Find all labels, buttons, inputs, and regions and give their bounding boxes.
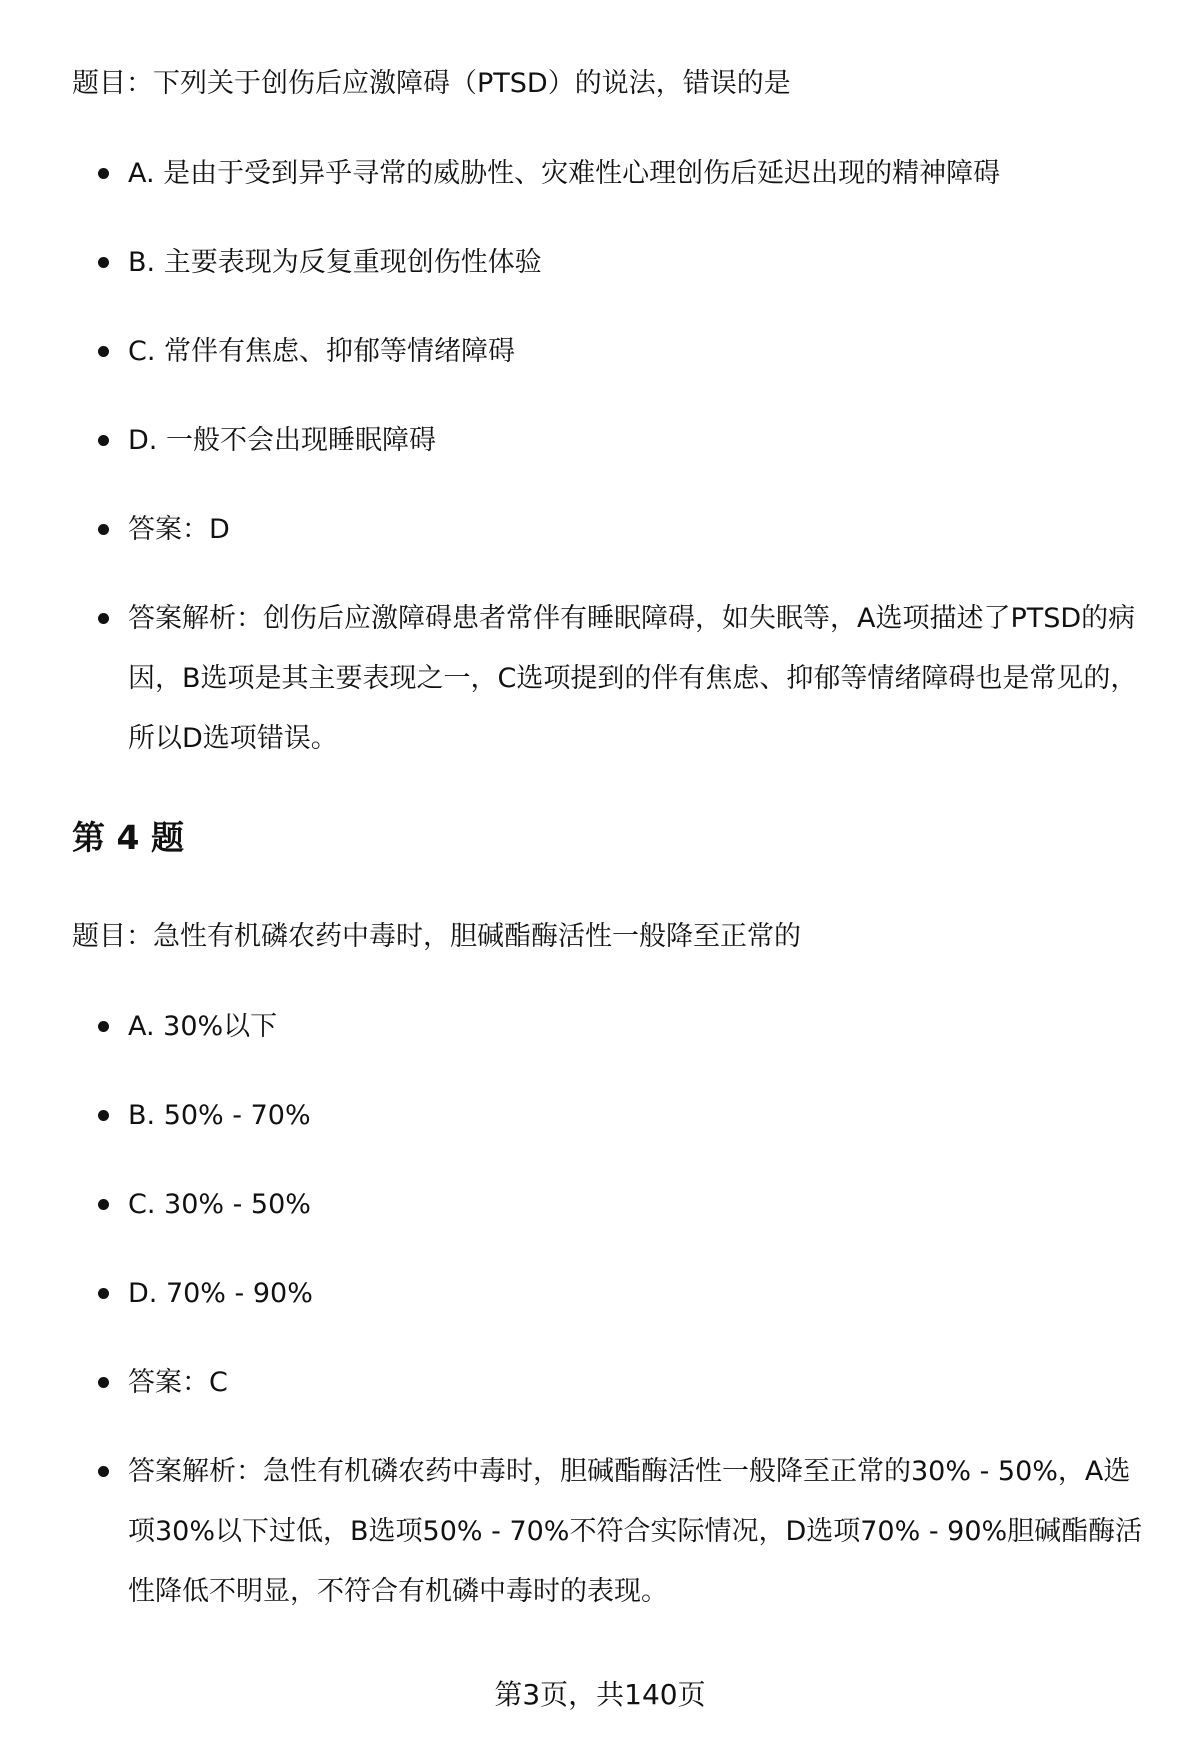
answer-text: 答案：D bbox=[128, 514, 230, 545]
bullet-icon bbox=[98, 1466, 109, 1477]
bullet-icon bbox=[98, 1288, 109, 1299]
bullet-icon bbox=[98, 613, 109, 624]
bullet-icon bbox=[98, 1021, 109, 1032]
explanation-text: 答案解析：创伤后应激障碍患者常伴有睡眠障碍，如失眠等，A选项描述了PTSD的病因，B选项是其主要表现之一，C选项提到的伴有焦虑、抑郁等情绪障碍也是常见的，所以D选项错误。 bbox=[128, 603, 1138, 754]
option-text: A. 是由于受到异乎寻常的威胁性、灾难性心理创伤后延迟出现的精神障碍 bbox=[128, 158, 1001, 189]
bullet-icon bbox=[98, 524, 109, 535]
option-text: B. 50% - 70% bbox=[128, 1100, 311, 1131]
bullet-icon bbox=[98, 168, 109, 179]
question-4-stem: 题目：急性有机磷农药中毒时，胆碱酯酶活性一般降至正常的 bbox=[72, 921, 801, 952]
option-text: C. 30% - 50% bbox=[128, 1189, 311, 1220]
option-text: A. 30%以下 bbox=[128, 1011, 278, 1042]
bullet-icon bbox=[98, 1377, 109, 1388]
option-text: D. 70% - 90% bbox=[128, 1278, 313, 1309]
option-text: D. 一般不会出现睡眠障碍 bbox=[128, 425, 436, 456]
explanation-text: 答案解析：急性有机磷农药中毒时，胆碱酯酶活性一般降至正常的30% - 50%，A选项30%以下过低，B选项50% - 70%不符合实际情况，D选项70% - 90%胆碱酯酶活性降低不明显，不符合有机磷中毒时的表现。 bbox=[128, 1456, 1143, 1607]
bullet-icon bbox=[98, 435, 109, 446]
bullet-icon bbox=[98, 1199, 109, 1210]
answer-text: 答案：C bbox=[128, 1367, 228, 1398]
question-3-stem: 题目：下列关于创伤后应激障碍（PTSD）的说法，错误的是 bbox=[72, 68, 791, 99]
question-4-heading: 第 4 题 bbox=[72, 818, 184, 857]
bullet-icon bbox=[98, 346, 109, 357]
page-number: 第3页，共140页 bbox=[494, 1678, 706, 1711]
option-text: B. 主要表现为反复重现创伤性体验 bbox=[128, 247, 542, 278]
bullet-icon bbox=[98, 257, 109, 268]
bullet-icon bbox=[98, 1110, 109, 1121]
option-text: C. 常伴有焦虑、抑郁等情绪障碍 bbox=[128, 336, 516, 367]
